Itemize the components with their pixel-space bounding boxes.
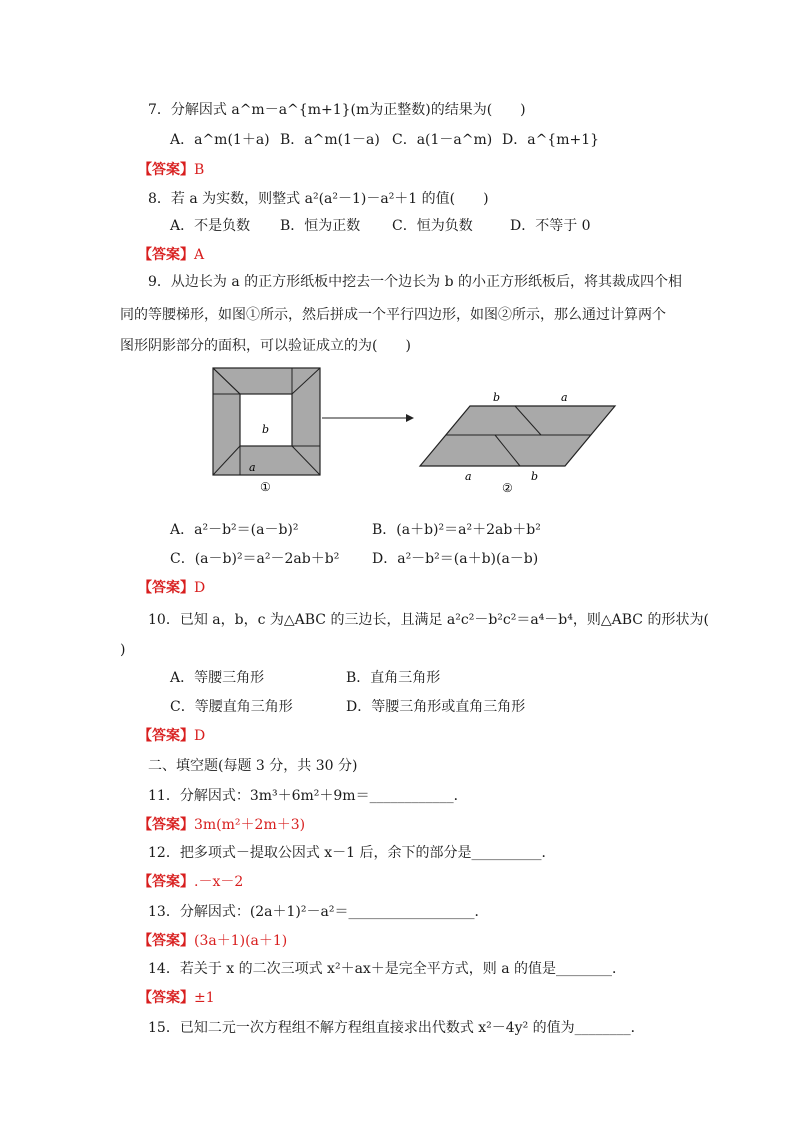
q14-stem: 14．若关于 x 的二次三项式 x²＋ax＋是完全平方式，则 a 的值是________． [148,961,627,977]
q7-stem: 7．分解因式 a^m－a^{m+1}(m为正整数)的结果为( ) [148,102,526,118]
q15-stem: 15．已知二元一次方程组不解方程组直接求出代数式 x²－4y² 的值为________． [148,1020,645,1036]
answer-value: 3m(m²＋2m＋3) [194,817,306,833]
q8-stem: 8．若 a 为实数，则整式 a²(a²－1)－a²＋1 的值( ) [148,191,489,207]
q7-option-b: B．a^m(1－a) [280,132,380,148]
q9-line-1: 9．从边长为 a 的正方形纸板中挖去一个边长为 b 的小正方形纸板后，将其裁成四个相 [148,274,683,290]
q10-option-a: A．等腰三角形 [170,670,265,686]
q8-option-d: D．不等于 0 [510,218,591,234]
q12-answer [138,872,243,892]
q9-option-b: B．(a＋b)²＝a²＋2ab＋b² [372,522,541,538]
q7-option-d: D．a^{m+1} [502,132,600,148]
answer-value: B [194,162,205,178]
answer-value: ±1 [194,990,215,1006]
fig1-label-a: a [249,461,256,474]
q9-answer [138,578,205,598]
fig1-caption: ① [260,480,271,494]
answer-value: A [194,247,205,263]
q13-answer [138,931,287,951]
q8-answer [138,245,204,265]
q10-line-2: ) [120,642,126,658]
q8-option-a: A．不是负数 [170,218,251,234]
answer-value: D [194,580,206,596]
q13-stem: 13．分解因式：(2a＋1)²－a²＝__________________． [148,904,489,920]
answer-tag: 【答案】 [138,817,194,833]
q10-line-1: 10．已知 a，b，c 为△ABC 的三边长，且满足 a²c²－b²c²＝a⁴－b⁴，则△ABC 的形状为( [148,612,709,628]
q14-answer [138,988,215,1008]
q10-answer [138,726,205,746]
q7-option-c: C．a(1－a^m) [392,132,493,148]
fig2-top-a: a [561,391,568,404]
section-heading: 二、填空题(每题 3 分，共 30 分) [148,758,358,774]
q8-option-b: B．恒为正数 [280,218,361,234]
answer-value: D [194,728,206,744]
q7-answer [138,160,204,180]
q9-line-2: 同的等腰梯形，如图①所示，然后拼成一个平行四边形，如图②所示，那么通过计算两个 [120,307,666,323]
q9-option-d: D．a²－b²＝(a＋b)(a－b) [372,551,539,567]
answer-tag: 【答案】 [138,162,194,178]
answer-value: (3a＋1)(a＋1) [194,933,288,949]
q9-option-c: C．(a－b)²＝a²－2ab＋b² [170,551,340,567]
answer-tag: 【答案】 [138,874,194,890]
fig2-bottom-a: a [465,470,472,483]
q11-answer [138,815,305,835]
arrow-icon [320,410,415,426]
q10-option-c: C．等腰直角三角形 [170,699,293,715]
q8-option-c: C．恒为负数 [392,218,473,234]
q10-option-d: D．等腰三角形或直角三角形 [346,699,526,715]
answer-tag: 【答案】 [138,580,194,596]
q12-stem: 12．把多项式－提取公因式 x－1 后，余下的部分是__________． [148,845,556,861]
parallelogram [420,406,615,466]
q9-line-3: 图形阴影部分的面积，可以验证成立的为( ) [120,338,411,354]
figure-1-square [205,360,335,495]
answer-tag: 【答案】 [138,990,194,1006]
fig2-bottom-b: b [531,470,539,483]
answer-tag: 【答案】 [138,247,194,263]
q9-option-a: A．a²－b²＝(a－b)² [170,522,299,538]
fig2-top-b: b [493,391,501,404]
answer-tag: 【答案】 [138,933,194,949]
q10-option-b: B．直角三角形 [346,670,441,686]
inner-square [240,394,292,446]
q7-option-a: A．a^m(1＋a) [170,132,270,148]
answer-tag: 【答案】 [138,728,194,744]
answer-value: .－x－2 [194,874,244,890]
fig2-caption: ② [502,481,513,495]
fig1-label-b: b [262,423,270,436]
figure-2-parallelogram [415,388,620,496]
q11-stem: 11．分解因式：3m³＋6m²＋9m＝____________． [148,788,468,804]
